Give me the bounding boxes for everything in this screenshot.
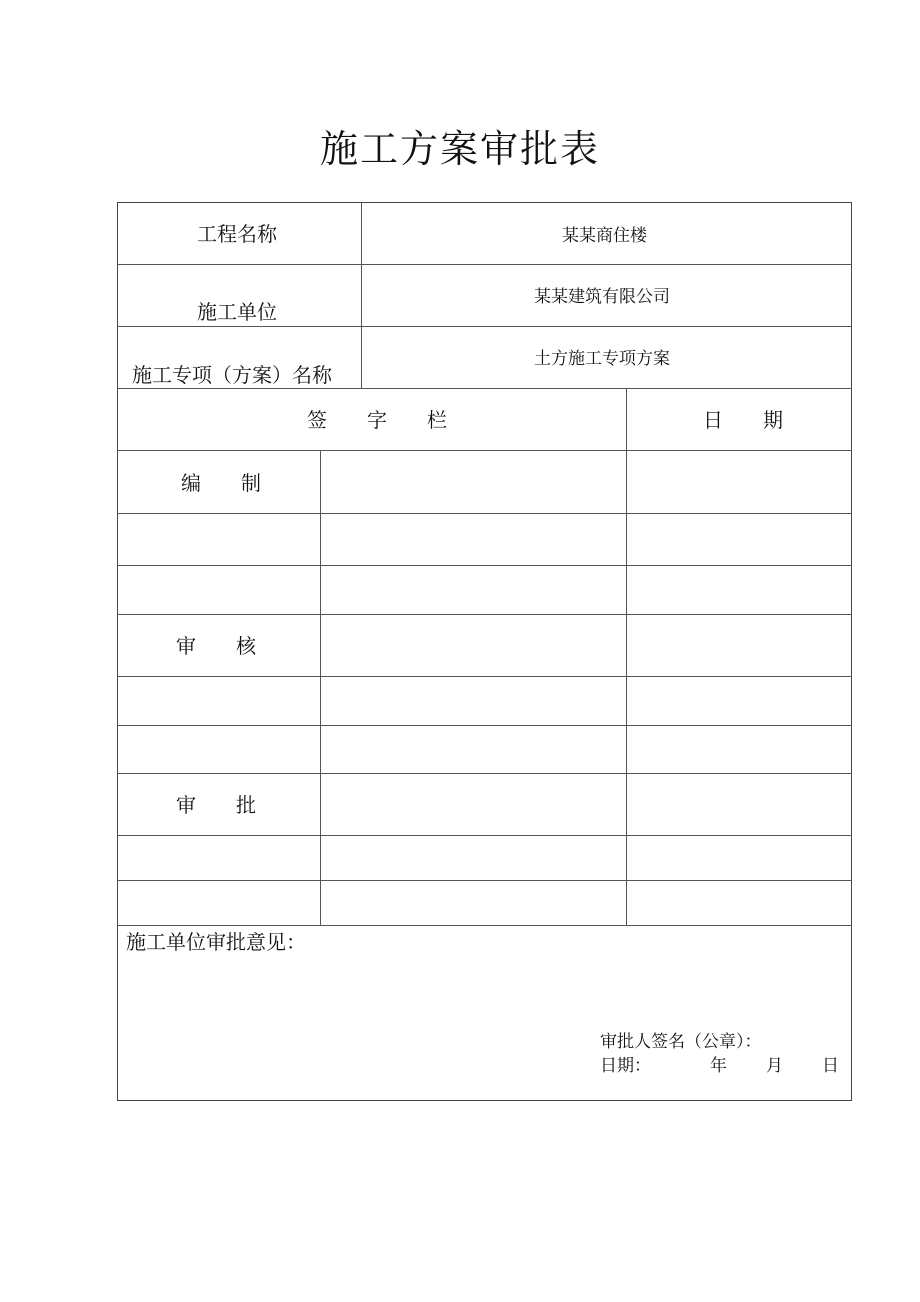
construction-unit-value: 某某建筑有限公司 (534, 287, 670, 307)
signature-column-header: 签 字 栏 (307, 408, 447, 432)
row-divider (117, 880, 852, 881)
column-divider (361, 202, 362, 388)
approver-signature-label: 审批人签名（公章）： (600, 1032, 762, 1052)
row-divider (117, 264, 852, 265)
approval-month-label: 月 (766, 1056, 783, 1076)
row-divider (117, 835, 852, 836)
approval-date-label: 日期： (600, 1056, 651, 1076)
column-divider (626, 388, 627, 925)
project-name-label: 工程名称 (197, 222, 277, 246)
row-divider (117, 388, 852, 389)
approval-day-label: 日 (822, 1056, 839, 1076)
approval-year-label: 年 (710, 1056, 727, 1076)
special-plan-value: 土方施工专项方案 (534, 349, 670, 369)
row-divider (117, 925, 852, 926)
row-divider (117, 450, 852, 451)
row-divider (117, 326, 852, 327)
compile-role-label: 编 制 (181, 471, 261, 495)
row-divider (117, 513, 852, 514)
row-divider (117, 614, 852, 615)
row-divider (117, 676, 852, 677)
project-name-value: 某某商住楼 (562, 226, 647, 246)
column-divider (320, 450, 321, 925)
row-divider (117, 725, 852, 726)
approve-role-label: 审 批 (176, 793, 256, 817)
row-divider (117, 565, 852, 566)
construction-unit-label: 施工单位 (197, 300, 277, 324)
review-role-label: 审 核 (176, 634, 256, 658)
page-title: 施工方案审批表 (319, 127, 600, 171)
date-column-header: 日 期 (703, 408, 783, 432)
opinion-label: 施工单位审批意见： (126, 930, 306, 954)
row-divider (117, 773, 852, 774)
special-plan-label: 施工专项（方案）名称 (132, 363, 332, 387)
